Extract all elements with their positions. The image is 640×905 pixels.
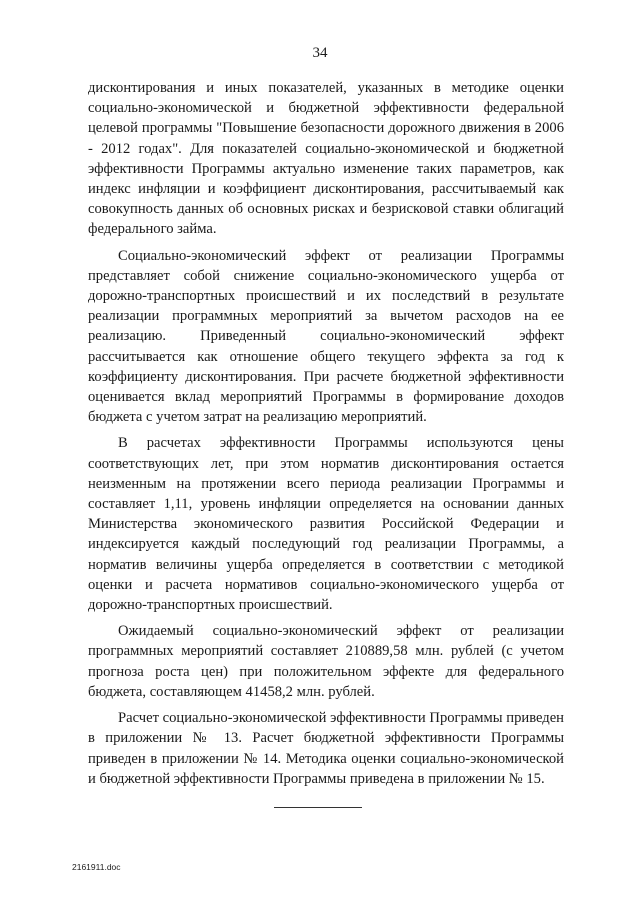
document-body (88, 78, 564, 795)
paragraph-2: Социально-экономический эффект от реализации Программы представляет собой снижение социально-экономического ущерба от дорожно-транспортных происшествий и их последствий в результате реализации программных мероприятий за вычетом расходов на ее реализацию. Приведенный социально-экономический эффект рассчитывается как отношение общего текущего эффекта за год к коэффициенту дисконтирования. При расчете бюджетной эффективности оценивается вклад мероприятий Программы в формирование доходов бюджета с учетом затрат на реализацию мероприятий. (88, 247, 564, 426)
file-id: 2161911.doc (72, 862, 121, 872)
paragraph-3: В расчетах эффективности Программы используются цены соответствующих лет, при этом норматив дисконтирования остается неизменным на протяжении всего периода реализации Программы и составляет 1,11, уровень инфляции определяется на основании данных Министерства экономического развития Российской Федерации и индексируется каждый последующий год реализации Программы, а норматив величины ущерба определяется в соответствии с методикой оценки и расчета нормативов социально-экономического ущерба от дорожно-транспортных происшествий. (88, 435, 564, 614)
paragraph-4: Ожидаемый социально-экономический эффект от реализации программных мероприятий составляет 210889,58 млн. рублей (с учетом прогноза роста цен) при положительном эффекте для федерального бюджета, составляющем 41458,2 млн. рублей. (88, 623, 564, 700)
paragraph-5: Расчет социально-экономической эффективности Программы приведен в приложении № 13. Расчет бюджетной эффективности Программы приведен в приложении № 14. Методика оценки социально-экономической и бюджетной эффективности Программы приведена в приложении № 15. (88, 710, 564, 787)
end-divider (274, 807, 362, 808)
page-number: 34 (312, 45, 328, 61)
paragraph-1: дисконтирования и иных показателей, указанных в методике оценки социально-экономической и бюджетной эффективности федеральной целевой программы "Повышение безопасности дорожного движения в 2006 - 2012 годах". Для показателей социально-экономической и бюджетной эффективности Программы актуально изменение таких параметров, как индекс инфляции и коэффициент дисконтирования, рассчитываемый как совокупность данных об основных рисках и безрисковой ставки облигаций федерального займа. (88, 80, 564, 238)
